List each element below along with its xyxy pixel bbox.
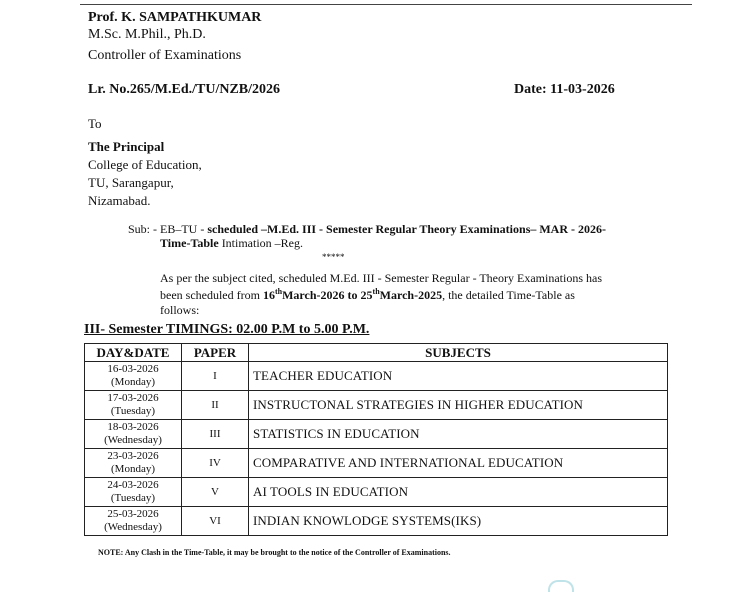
row-subject: COMPARATIVE AND INTERNATIONAL EDUCATION <box>249 449 668 478</box>
header-paper: PAPER <box>182 344 249 362</box>
timings-heading: III- Semester TIMINGS: 02.00 P.M to 5.00 P.M. <box>84 322 370 337</box>
row-paper: II <box>182 391 249 420</box>
row-date-cell: 16-03-2026 (Monday) <box>85 362 182 391</box>
clash-note: NOTE: Any Clash in the Time-Table, it may be brought to the notice of the Controller of Examinations. <box>98 548 451 557</box>
controller-degrees: M.Sc. M.Phil., Ph.D. <box>88 27 206 42</box>
table-row <box>85 478 668 507</box>
address-to: To <box>88 116 102 131</box>
address-recipient: The Principal <box>88 139 165 154</box>
address-line-3: Nizamabad. <box>88 193 151 208</box>
address-line-2: TU, Sarangapur, <box>88 175 174 190</box>
top-rule <box>80 4 692 5</box>
row-paper: III <box>182 420 249 449</box>
body-line-2: been scheduled from 16thMarch-2026 to 25thMarch-2025, the detailed Time-Table as <box>160 287 575 302</box>
watermark-mark <box>548 580 574 592</box>
row-paper: VI <box>182 507 249 536</box>
row-subject: TEACHER EDUCATION <box>249 362 668 391</box>
subject-stars: ***** <box>322 252 345 262</box>
table-header-row <box>85 344 668 362</box>
subject-bold-2: Time-Table <box>160 236 219 250</box>
body-line-1: As per the subject cited, scheduled M.Ed. III - Semester Regular - Theory Examinations has <box>160 271 602 285</box>
header-day-date: DAY&DATE <box>85 344 182 362</box>
header-subjects: SUBJECTS <box>249 344 668 362</box>
table-row <box>85 449 668 478</box>
row-date-cell: 18-03-2026 (Wednesday) <box>85 420 182 449</box>
body-line-3: follows: <box>160 303 200 317</box>
row-date-cell: 17-03-2026 (Tuesday) <box>85 391 182 420</box>
letter-date: Date: 11-03-2026 <box>514 82 615 97</box>
row-date-cell: 24-03-2026 (Tuesday) <box>85 478 182 507</box>
row-date-cell: 23-03-2026 (Monday) <box>85 449 182 478</box>
address-line-1: College of Education, <box>88 157 202 172</box>
row-paper: V <box>182 478 249 507</box>
row-paper: I <box>182 362 249 391</box>
subject-bold: scheduled –M.Ed. III - Semester Regular Theory Examinations– MAR - 2026- <box>207 222 607 236</box>
row-paper: IV <box>182 449 249 478</box>
subject-lead: Sub: - EB–TU - <box>128 222 205 236</box>
row-subject: INDIAN KNOWLODGE SYSTEMS(IKS) <box>249 507 668 536</box>
row-subject: STATISTICS IN EDUCATION <box>249 420 668 449</box>
controller-designation: Controller of Examinations <box>88 48 242 63</box>
controller-name: Prof. K. SAMPATHKUMAR <box>88 10 262 25</box>
letter-reference: Lr. No.265/M.Ed./TU/NZB/2026 <box>88 82 281 97</box>
row-subject: AI TOOLS IN EDUCATION <box>249 478 668 507</box>
table-row <box>85 420 668 449</box>
table-row <box>85 362 668 391</box>
table-row <box>85 391 668 420</box>
subject-line-2 <box>160 236 303 251</box>
table-row <box>85 507 668 536</box>
subject-line <box>128 222 606 237</box>
row-subject: INSTRUCTONAL STRATEGIES IN HIGHER EDUCATION <box>249 391 668 420</box>
timetable <box>84 343 668 536</box>
subject-rest: Intimation –Reg. <box>218 236 304 250</box>
row-date-cell: 25-03-2026 (Wednesday) <box>85 507 182 536</box>
